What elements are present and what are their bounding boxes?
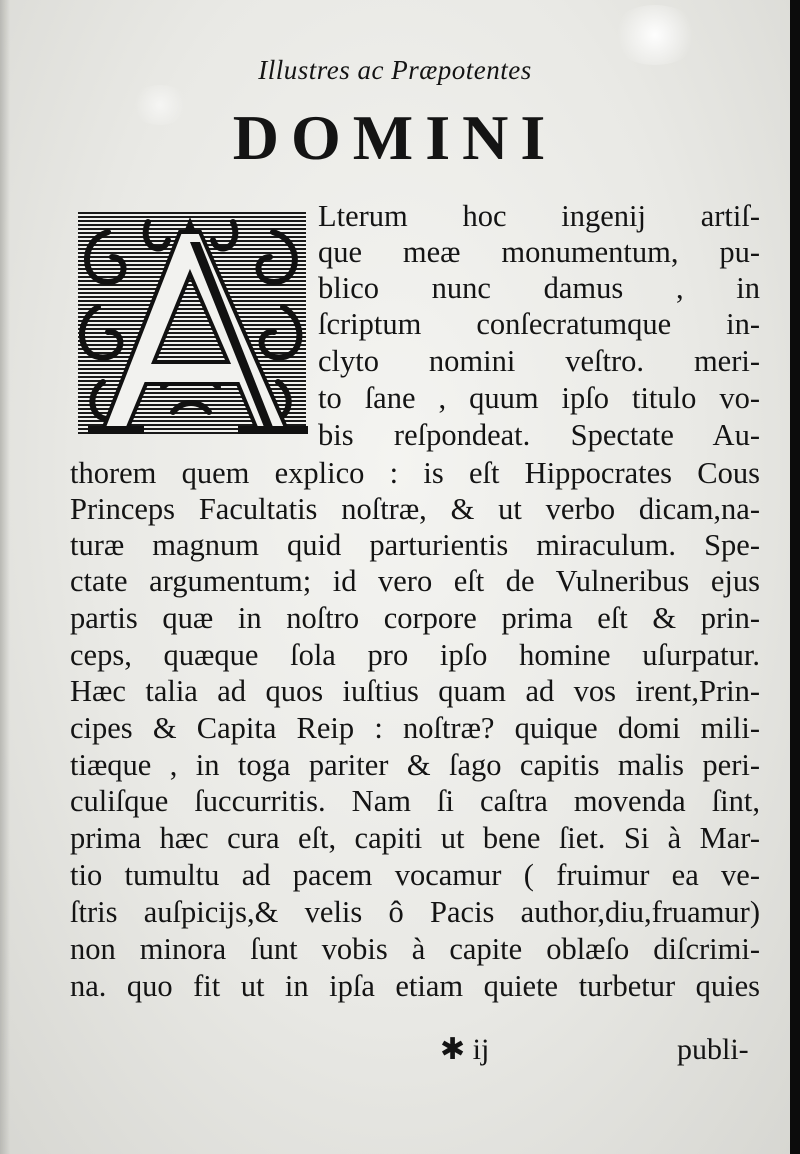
running-head: Illustres ac Præpotentes (258, 55, 532, 85)
decorated-initial-a (68, 212, 314, 444)
text-line: tio tumultu ad pacem vocamur ( fruimur ea ve- (70, 858, 760, 892)
text-line: cipes & Capita Reip : noſtræ? quique domi mili- (70, 711, 760, 745)
text-line: ceps, quæque ſola pro ipſo homine uſurpatur. (70, 638, 760, 672)
text-line: to ſane , quum ipſo titulo vo- (318, 381, 760, 415)
text-line: Princeps Facultatis noſtræ, & ut verbo dicam,na- (70, 492, 760, 526)
text-line: partis quæ in noſtro corpore prima eſt & prin- (70, 601, 760, 635)
spine-shadow (0, 0, 10, 1154)
text-line: ſtris auſpicijs,& velis ô Pacis author,diu,fruamur) (70, 895, 760, 929)
text-line: na. quo fit ut in ipſa etiam quiete turbetur quies (70, 969, 760, 1003)
text-line: Hæc talia ad quos iuſtius quam ad vos irent,Prin- (70, 674, 760, 708)
text-line: clyto nomini veſtro. meri- (318, 344, 760, 378)
page-edge-shadow (790, 0, 800, 1154)
text-line: bis reſpondeat. Spectate Au- (318, 418, 760, 452)
text-line: prima hæc cura eſt, capiti ut bene ſiet. Si à Mar- (70, 821, 760, 855)
text-line: blico nunc damus , in (318, 271, 760, 305)
text-line: que meæ monumentum, pu- (318, 235, 760, 269)
text-line: tiæque , in toga pariter & ſago capitis malis peri- (70, 748, 760, 782)
text-line: culiſque ſuccurritis. Nam ſi caſtra movenda ſint, (70, 784, 760, 818)
catchword: publi- (677, 1033, 749, 1066)
text-line: ctate argumentum; id vero eſt de Vulneribus ejus (70, 564, 760, 598)
text-line: turæ magnum quid parturientis miraculum. Spe- (70, 528, 760, 562)
text-line: Lterum hoc ingenij artiſ- (318, 199, 760, 233)
text-line: non minora ſunt vobis à capite oblæſo diſcrimi- (70, 932, 760, 966)
text-line: thorem quem explico : is eſt Hippocrates Cous (70, 456, 760, 490)
page-title: DOMINI (232, 102, 558, 173)
text-line: ſcriptum conſecratumque in- (318, 307, 760, 341)
signature-mark: ✱ ij (440, 1033, 490, 1066)
